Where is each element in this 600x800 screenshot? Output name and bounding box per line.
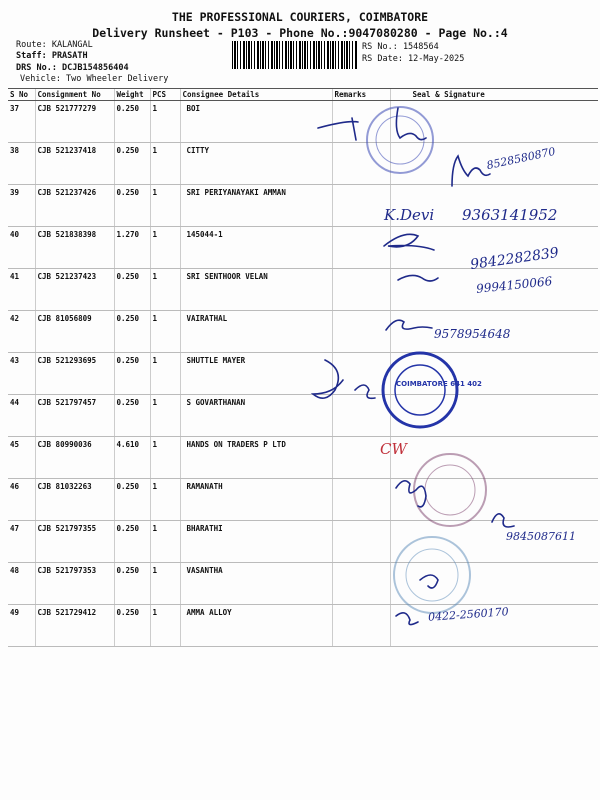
- cell-weight: 0.250: [114, 521, 150, 563]
- cell-cn: CJB 80990036: [35, 437, 114, 479]
- cell-sno: 41: [8, 269, 35, 311]
- handwritten-name: K.Devi: [384, 206, 435, 224]
- cell-seal: [390, 479, 598, 521]
- drs-label: DRS No.: DCJB154856404: [16, 63, 129, 73]
- cell-weight: 0.250: [114, 143, 150, 185]
- cell-weight: 0.250: [114, 563, 150, 605]
- handwritten-phone: 8528580870: [485, 144, 557, 173]
- cell-cn: CJB 521729412: [35, 605, 114, 647]
- cell-sno: 49: [8, 605, 35, 647]
- cell-cn: CJB 521237418: [35, 143, 114, 185]
- handwritten-phone: 0422-2560170: [427, 605, 510, 624]
- handwritten-phone: 9363141952: [462, 206, 558, 224]
- stamp-text: COIMBATORE 641 402: [396, 380, 482, 388]
- barcode: [232, 41, 357, 69]
- cell-remarks: [332, 521, 390, 563]
- table-row: [8, 479, 598, 521]
- col-sno: S No: [8, 89, 35, 101]
- cell-weight: 0.250: [114, 479, 150, 521]
- vehicle-label: Vehicle: Two Wheeler Delivery: [20, 74, 169, 84]
- col-weight: Weight: [114, 89, 150, 101]
- cell-sno: 37: [8, 101, 35, 143]
- handwritten-phone: 9845087611: [506, 530, 576, 543]
- cell-pcs: 1: [150, 395, 180, 437]
- cell-weight: 0.250: [114, 311, 150, 353]
- cell-weight: 4.610: [114, 437, 150, 479]
- handwritten-phone: 9994150066: [475, 274, 553, 296]
- table-row: [8, 353, 598, 395]
- cell-cn: CJB 81032263: [35, 479, 114, 521]
- cell-seal: [390, 563, 598, 605]
- cell-cn: CJB 521797355: [35, 521, 114, 563]
- cell-sno: 39: [8, 185, 35, 227]
- cell-sno: 47: [8, 521, 35, 563]
- cell-pcs: 1: [150, 521, 180, 563]
- cell-weight: 0.250: [114, 605, 150, 647]
- cell-pcs: 1: [150, 311, 180, 353]
- cell-consignee: VAIRATHAL: [180, 311, 332, 353]
- staff-label: Staff: PRASATH: [16, 51, 88, 61]
- cell-consignee: SRI PERIYANAYAKI AMMAN: [180, 185, 332, 227]
- cell-remarks: [332, 395, 390, 437]
- cell-pcs: 1: [150, 185, 180, 227]
- cell-seal: [390, 395, 598, 437]
- table-row: [8, 605, 598, 647]
- cell-cn: CJB 81056809: [35, 311, 114, 353]
- cell-consignee: SRI SENTHOOR VELAN: [180, 269, 332, 311]
- cell-pcs: 1: [150, 143, 180, 185]
- cell-remarks: [332, 353, 390, 395]
- cell-sno: 46: [8, 479, 35, 521]
- cell-pcs: 1: [150, 563, 180, 605]
- cell-sno: 44: [8, 395, 35, 437]
- cell-remarks: [332, 479, 390, 521]
- cell-weight: 1.270: [114, 227, 150, 269]
- cell-cn: CJB 521237423: [35, 269, 114, 311]
- cell-cn: CJB 521777279: [35, 101, 114, 143]
- cell-pcs: 1: [150, 479, 180, 521]
- cell-cn: CJB 521237426: [35, 185, 114, 227]
- cell-sno: 48: [8, 563, 35, 605]
- cell-cn: CJB 521797457: [35, 395, 114, 437]
- handwritten-mark: CW: [380, 440, 407, 458]
- col-pcs: PCS: [150, 89, 180, 101]
- route-label: Route: KALANGAL: [16, 40, 93, 50]
- cell-sno: 45: [8, 437, 35, 479]
- table-row: [8, 437, 598, 479]
- cell-weight: 0.250: [114, 185, 150, 227]
- col-seal: Seal & Signature: [390, 89, 598, 101]
- cell-pcs: 1: [150, 101, 180, 143]
- cell-remarks: [332, 101, 390, 143]
- cell-cn: CJB 521838398: [35, 227, 114, 269]
- cell-pcs: 1: [150, 353, 180, 395]
- cell-remarks: [332, 563, 390, 605]
- cell-consignee: CITTY: [180, 143, 332, 185]
- rs-date-label: RS Date: 12-May-2025: [362, 54, 465, 64]
- table-row: [8, 563, 598, 605]
- cell-seal: [390, 101, 598, 143]
- rs-no-label: RS No.: 1548564: [362, 42, 439, 52]
- cell-weight: 0.250: [114, 101, 150, 143]
- cell-weight: 0.250: [114, 353, 150, 395]
- cell-remarks: [332, 185, 390, 227]
- cell-remarks: [332, 269, 390, 311]
- handwritten-phone: 9842282839: [469, 244, 560, 274]
- cell-consignee: RAMANATH: [180, 479, 332, 521]
- cell-pcs: 1: [150, 269, 180, 311]
- col-remarks: Remarks: [332, 89, 390, 101]
- cell-remarks: [332, 143, 390, 185]
- cell-sno: 38: [8, 143, 35, 185]
- cell-sno: 43: [8, 353, 35, 395]
- cell-sno: 40: [8, 227, 35, 269]
- table-row: [8, 395, 598, 437]
- cell-seal: [390, 353, 598, 395]
- handwritten-phone: 9578954648: [434, 327, 511, 341]
- cell-cn: CJB 521797353: [35, 563, 114, 605]
- cell-weight: 0.250: [114, 269, 150, 311]
- cell-seal: [390, 437, 598, 479]
- cell-pcs: 1: [150, 437, 180, 479]
- cell-consignee: VASANTHA: [180, 563, 332, 605]
- cell-pcs: 1: [150, 227, 180, 269]
- cell-remarks: [332, 227, 390, 269]
- cell-cn: CJB 521293695: [35, 353, 114, 395]
- col-consignee: Consignee Details: [180, 89, 332, 101]
- cell-consignee: HANDS ON TRADERS P LTD: [180, 437, 332, 479]
- cell-consignee: AMMA ALLOY: [180, 605, 332, 647]
- runsheet-table: [8, 88, 598, 647]
- col-consignment: Consignment No: [35, 89, 114, 101]
- cell-consignee: SHUTTLE MAYER: [180, 353, 332, 395]
- cell-consignee: S GOVARTHANAN: [180, 395, 332, 437]
- cell-consignee: 145044-1: [180, 227, 332, 269]
- table-header-row: [8, 89, 598, 101]
- cell-consignee: BOI: [180, 101, 332, 143]
- table-row: [8, 101, 598, 143]
- company-title: THE PROFESSIONAL COURIERS, COIMBATORE: [171, 10, 429, 24]
- runsheet-title: Delivery Runsheet - P103 - Phone No.:9047080280 - Page No.:4: [92, 26, 508, 40]
- cell-remarks: [332, 605, 390, 647]
- cell-consignee: BHARATHI: [180, 521, 332, 563]
- cell-remarks: [332, 311, 390, 353]
- cell-pcs: 1: [150, 605, 180, 647]
- cell-weight: 0.250: [114, 395, 150, 437]
- cell-sno: 42: [8, 311, 35, 353]
